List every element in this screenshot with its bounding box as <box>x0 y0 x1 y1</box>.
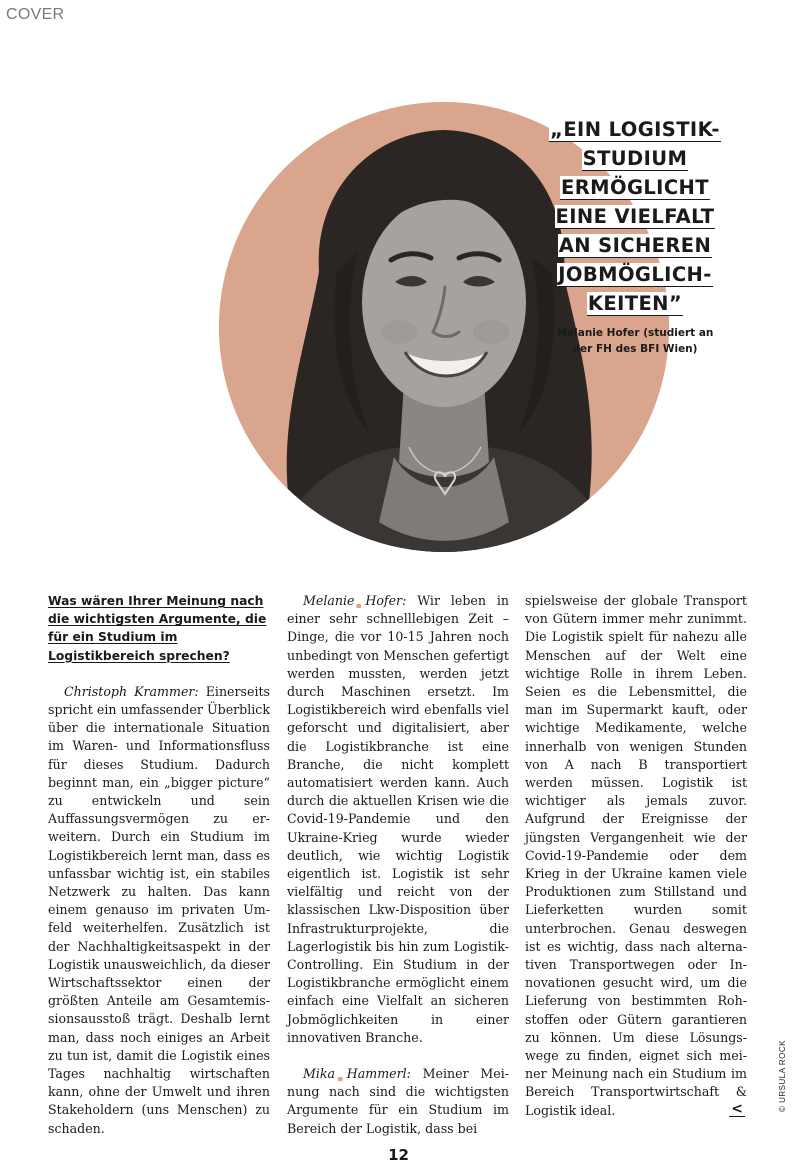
answer-text: spielsweise der globale Transport von Gütern immer mehr zunimmt. Die Logistik spielt für nahezu alle Menschen auf der Welt eine wichtige Rolle in ihrem Leben. Seien es die Lebensmittel, die man im Supermarkt kauft, oder wichtige Medikamente, welche innerhalb von wenigen Stunden von A nach B transportiert werden müssen. Logistik ist wichtiger als jemals zuvor. Aufgrund der Ereignisse der jüngsten Vergangenheit wie der Covid-19-Pandemie oder dem Krieg in der Ukraine kamen viele Produktionen zum Stillstand und Lieferketten wurden somit unterbrochen. Genau deswegen ist es wichtig, dass nach alternativen Transportwegen oder Innovationen gesucht wird, um die Lieferung von bestimmten Rohstoffen oder Gütern garantieren zu können. Um diese Lösungswege zu finden, eignet sich meiner Meinung nach ein Studium im Bereich Transportwirtschaft & Logistik ideal. <box>525 593 747 1118</box>
page-number: 12 <box>388 1146 409 1164</box>
answer-paragraph <box>48 683 270 1138</box>
end-of-article-mark: < <box>731 1100 743 1117</box>
article-column-2 <box>287 592 509 1156</box>
answer-text: Wir leben in einer sehr schnelllebigen Zeit – Dinge, die vor 10-15 Jahren noch unbedingt von Menschen gefertigt werden mussten, werden jetzt durch Maschinen ersetzt. Im Logistikbereich wird ebenfalls viel geforscht und digitalisiert, aber die Logistikbranche ist eine Branche, die nicht komplett automatisiert werden kann. Auch durch die aktuellen Krisen wie die Covid-19-Pandemie und den Ukraine-Krieg wurde wieder deutlich, wie wichtig Logistik eigentlich ist. Logistik ist sehr vielfältig und reicht von der klassischen Lkw-Disposition über Infrastrukturprojekte, die Lagerlogistik bis hin zum Logistik-Controlling. Ein Studium in der Logistikbranche ermöglicht einem einfach eine Vielfalt an sicheren Jobmöglichkeiten in einer innovativen Branche. <box>287 593 509 1045</box>
quote-line: KEITEN” <box>587 292 683 315</box>
answer-paragraph <box>287 1065 509 1138</box>
answer-text: Meiner Meinung nach sind die wichtigsten Argumente für ein Studium im Bereich der Logistik, dass bei <box>287 1066 509 1136</box>
answer-text: Einerseits spricht ein umfassender Überblick über die internationale Situation im Waren- und Informationsfluss für dieses Studium. Dadurch beginnt man, ein „bigger picture“ zu entwickeln und sein Auffassungsvermögen zu erweitern. Durch ein Studium im Logistikbereich lernt man, dass es unfassbar wichtig ist, ein stabiles Netzwerk zu halten. Das kann einem genauso im privaten Umfeld weiterhelfen. Zusätzlich ist der Nachhaltigkeitsaspekt in der Logistik unausweichlich, da dieser Wirtschaftssektor einen der größten Anteile am Gesamtemissionsausstoß trägt. Deshalb lernt man, dass noch einiges an Arbeit zu tun ist, damit die Logistik eines Tages nachhaltig wirtschaften kann, ohne der Umwelt und ihren Stakeholdern (uns Menschen) zu schaden. <box>48 683 270 1136</box>
article-column-3 <box>525 592 747 1138</box>
quote-line: STUDIUM <box>582 147 688 170</box>
quote-line: EINE VIELFALT <box>555 205 715 228</box>
quote-line: ERMÖGLICHT <box>561 176 709 199</box>
interview-question: Was wären Ihrer Meinung nach die wichtigsten Argumente, die für ein Studium im Logistikbereich sprechen? <box>48 594 267 663</box>
speaker-name: Melanie Hofer: <box>303 593 407 608</box>
answer-paragraph-continued <box>525 592 747 1120</box>
speaker-name: Christoph Krammer: <box>64 683 199 699</box>
photo-credit: © URSULA ROCK <box>778 1040 787 1112</box>
article-column-1 <box>48 592 270 1156</box>
quote-attribution: Melanie Hofer (studiert an der FH des BFI Wien) <box>556 327 714 355</box>
speaker-name: Mika Hammerl: <box>303 1066 411 1082</box>
pull-quote <box>548 115 722 318</box>
answer-paragraph <box>287 592 509 1047</box>
quote-line: „EIN LOGISTIK- <box>550 118 720 141</box>
section-label: COVER <box>6 6 65 23</box>
quote-line: AN SICHEREN <box>558 234 712 257</box>
quote-line: JOBMÖGLICH- <box>558 263 712 286</box>
